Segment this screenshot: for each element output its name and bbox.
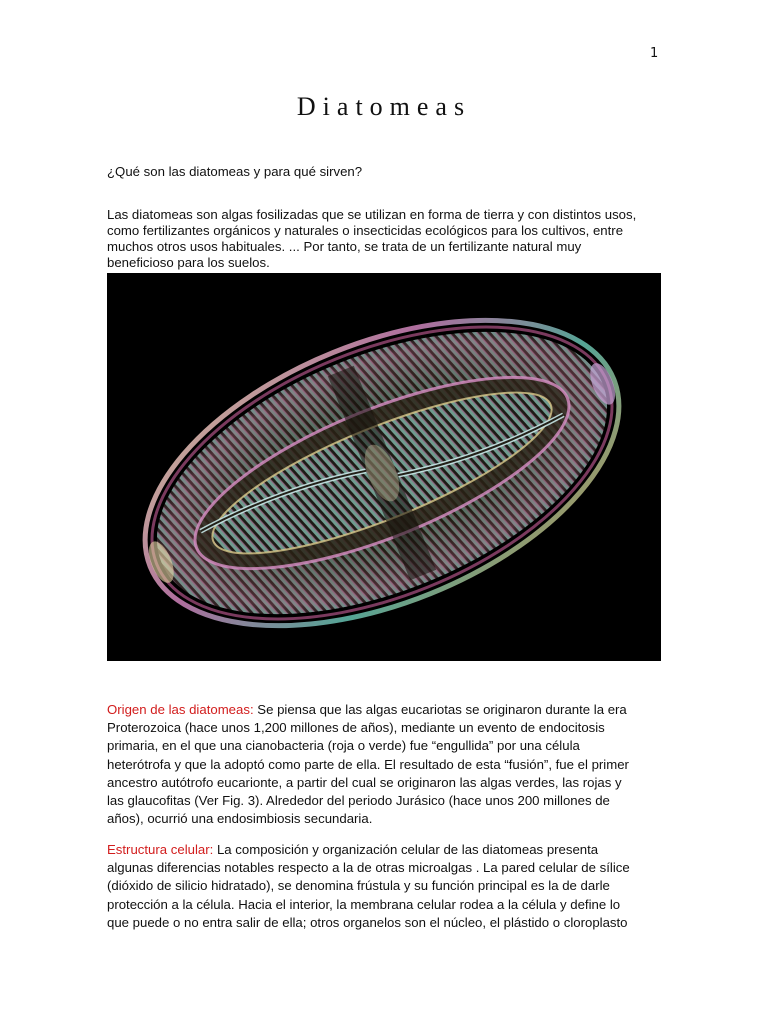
structure-line: algunas diferencias notables respecto a la de otras microalgas . La pared celular de sílice: [107, 860, 630, 876]
structure-first-line-text: La composición y organización celular de las diatomeas presenta: [213, 842, 599, 857]
origin-line: Proterozoica (hace unos 1,200 millones de años), mediante un evento de endocitosis: [107, 720, 605, 736]
diatom-micrograph-icon: [107, 273, 661, 661]
origin-heading: Origen de las diatomeas:: [107, 702, 254, 717]
structure-first-line: [107, 841, 663, 859]
origin-paragraph: [107, 701, 663, 828]
page-number: 1: [650, 46, 659, 61]
diatom-image: [107, 273, 661, 661]
structure-line: protección a la célula. Hacia el interior, la membrana celular rodea a la célula y define lo: [107, 896, 621, 912]
structure-line: (dióxido de silicio hidratado), se denomina frústula y su función principal es la de darle: [107, 878, 610, 894]
intro-line: Las diatomeas son algas fosilizadas que se utilizan en forma de tierra y con distintos usos,: [107, 207, 637, 222]
structure-line: que puede o no entra salir de ella; otros organelos son el núcleo, el plástido o cloroplasto: [107, 914, 628, 930]
origin-first-line: [107, 701, 663, 719]
intro-paragraph: [107, 207, 667, 271]
intro-line: muchos otros usos habituales. ... Por tanto, se trata de un fertilizante natural muy: [107, 239, 582, 254]
page-title: Diatomeas: [296, 92, 472, 121]
origin-first-line-text: Se piensa que las algas eucariotas se originaron durante la era: [253, 702, 627, 717]
origin-line: años), ocurrió una endosimbiosis secundaria.: [107, 811, 373, 827]
intro-line: como fertilizantes orgánicos y naturales o insecticidas ecológicos para los cultivos, entre: [107, 223, 624, 238]
origin-line: ancestro autótrofo eucarionte, a partir del cual se originaron las algas verdes, las rojas y: [107, 774, 622, 790]
intro-line: beneficioso para los suelos.: [107, 255, 270, 270]
origin-line: heterótrofa y que la adoptó como parte de ella. El resultado de esta “fusión”, fue el primer: [107, 756, 629, 772]
structure-heading: Estructura celular:: [107, 842, 214, 857]
origin-line: primaria, en el que una cianobacteria (roja o verde) fue “engullida” por una célula: [107, 738, 580, 754]
structure-paragraph: [107, 841, 663, 932]
origin-line: las glaucofitas (Ver Fig. 3). Alrededor del periodo Jurásico (hace unos 200 millones de: [107, 793, 610, 809]
intro-question: ¿Qué son las diatomeas y para qué sirven?: [107, 164, 363, 179]
